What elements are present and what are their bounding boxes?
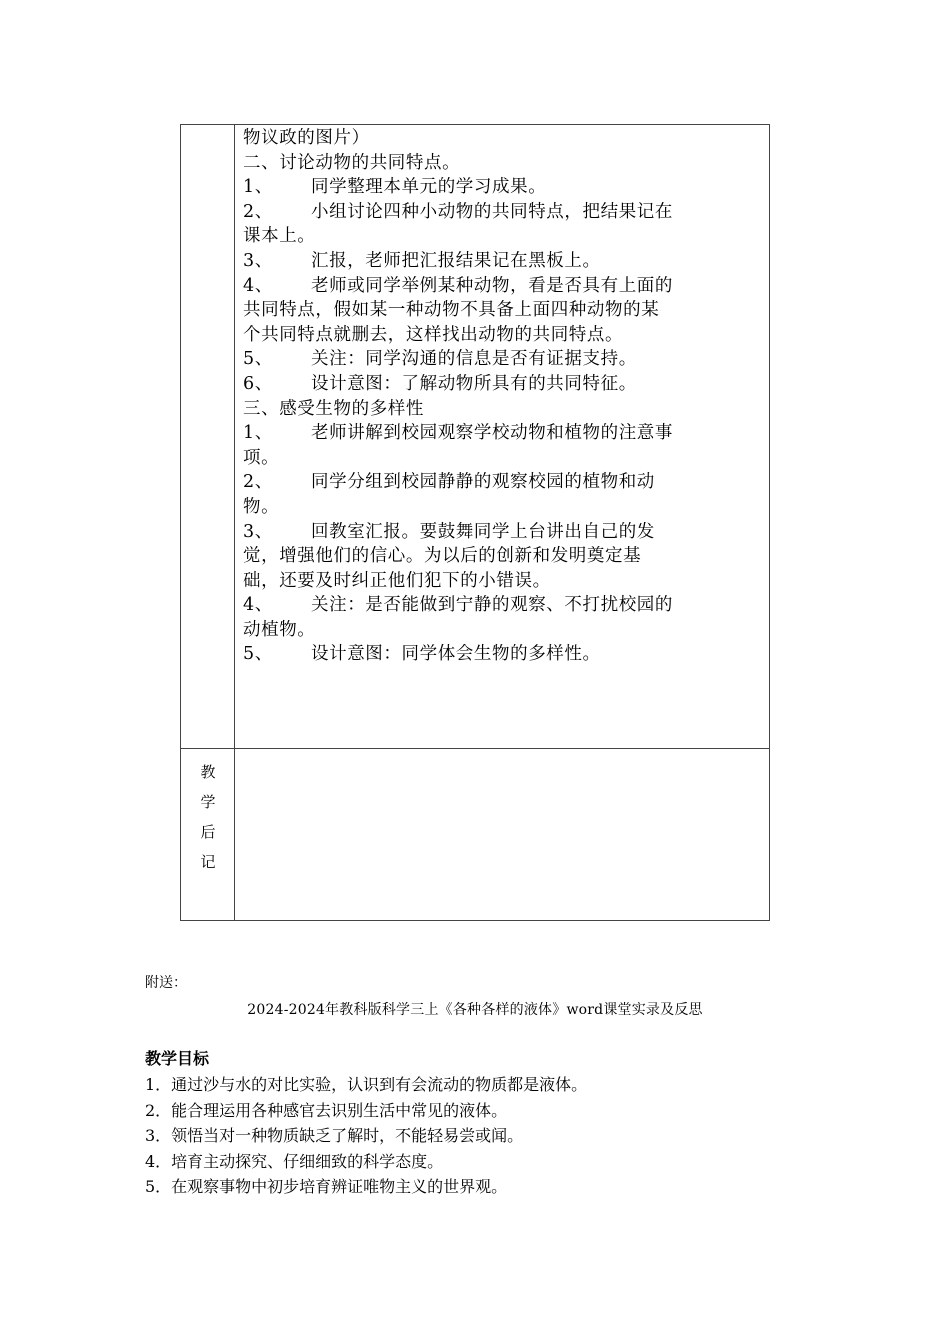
line-text: 小组讨论四种小动物的共同特点，把结果记在 [311, 201, 673, 222]
content-line [243, 298, 763, 323]
goal-item: 2．能合理运用各种感官去识别生活中常见的液体。 [145, 1100, 508, 1120]
lesson-content [243, 126, 763, 667]
content-line [243, 151, 763, 176]
line-text: 物议政的图片） [243, 128, 370, 148]
content-line [243, 323, 763, 348]
content-line [243, 397, 763, 422]
content-line [243, 470, 763, 495]
line-text: 三、感受生物的多样性 [243, 398, 424, 419]
item-number: 1、 [243, 177, 273, 198]
row-divider [181, 748, 769, 749]
item-number: 2、 [243, 472, 273, 493]
item-number: 6、 [243, 373, 273, 394]
content-line [243, 372, 763, 397]
content-line [243, 495, 763, 520]
line-text: 础，还要及时纠正他们犯下的小错误。 [243, 570, 551, 591]
goals-heading: 教学目标 [145, 1049, 210, 1068]
item-number: 5、 [243, 644, 273, 665]
line-text: 关注：是否能做到宁静的观察、不打扰校园的 [311, 595, 673, 616]
line-text: 设计意图：同学体会生物的多样性。 [311, 644, 601, 665]
content-line [243, 200, 763, 225]
content-line [243, 249, 763, 274]
line-text: 汇报，老师把汇报结果记在黑板上。 [311, 250, 601, 271]
line-text: 共同特点，假如某一种动物不具备上面四种动物的某 [243, 300, 660, 321]
content-line [243, 175, 763, 200]
item-number: 4、 [243, 275, 273, 296]
appendix-label: 附送： [145, 975, 187, 991]
line-text: 关注：同学沟通的信息是否有证据支持。 [311, 349, 637, 370]
content-line [243, 544, 763, 569]
lesson-table [180, 124, 770, 921]
side-label-char: 教 [200, 763, 216, 781]
content-line [243, 618, 763, 643]
content-line [243, 569, 763, 594]
line-text: 同学整理本单元的学习成果。 [311, 177, 547, 198]
line-text: 动植物。 [243, 619, 316, 640]
goal-item: 3．领悟当对一种物质缺乏了解时，不能轻易尝或闻。 [145, 1126, 524, 1145]
content-line [243, 224, 763, 249]
appendix-title: 2024-2024年教科版科学三上《各种各样的液体》word课堂实录及反思 [247, 1002, 703, 1018]
item-number: 2、 [243, 201, 273, 222]
line-text: 项。 [243, 447, 280, 468]
line-text: 老师或同学举例某种动物，看是否具有上面的 [311, 275, 673, 296]
content-line [243, 593, 763, 618]
content-line [243, 642, 763, 667]
line-text: 二、讨论动物的共同特点。 [243, 152, 461, 173]
side-label-char: 记 [200, 853, 216, 871]
line-text: 老师讲解到校园观察学校动物和植物的注意事 [311, 423, 673, 444]
line-text: 个共同特点就删去，这样找出动物的共同特点。 [243, 324, 624, 345]
content-line [243, 126, 763, 151]
column-divider [234, 125, 235, 920]
side-label-char: 后 [200, 823, 216, 841]
content-line [243, 274, 763, 299]
content-line [243, 421, 763, 446]
item-number: 5、 [243, 349, 273, 370]
content-line [243, 347, 763, 372]
goal-item: 1．通过沙与水的对比实验，认识到有会流动的物质都是液体。 [145, 1075, 588, 1094]
side-label-char: 学 [200, 793, 216, 811]
teaching-notes-label [199, 757, 217, 877]
line-text: 物。 [243, 496, 280, 517]
item-number: 3、 [243, 521, 273, 542]
line-text: 设计意图：了解动物所具有的共同特征。 [311, 373, 637, 394]
item-number: 3、 [243, 250, 273, 271]
item-number: 4、 [243, 595, 273, 616]
line-text: 回教室汇报。要鼓舞同学上台讲出自己的发 [311, 521, 655, 542]
line-text: 课本上。 [243, 226, 316, 247]
line-text: 同学分组到校园静静的观察校园的植物和动 [311, 472, 655, 493]
item-number: 1、 [243, 423, 273, 444]
line-text: 觉，增强他们的信心。为以后的创新和发明奠定基 [243, 546, 642, 567]
goal-item: 5．在观察事物中初步培育辨证唯物主义的世界观。 [145, 1177, 508, 1196]
content-line [243, 446, 763, 471]
goals-list [145, 1072, 587, 1200]
content-line [243, 520, 763, 545]
goal-item: 4．培育主动探究、仔细细致的科学态度。 [145, 1151, 444, 1171]
